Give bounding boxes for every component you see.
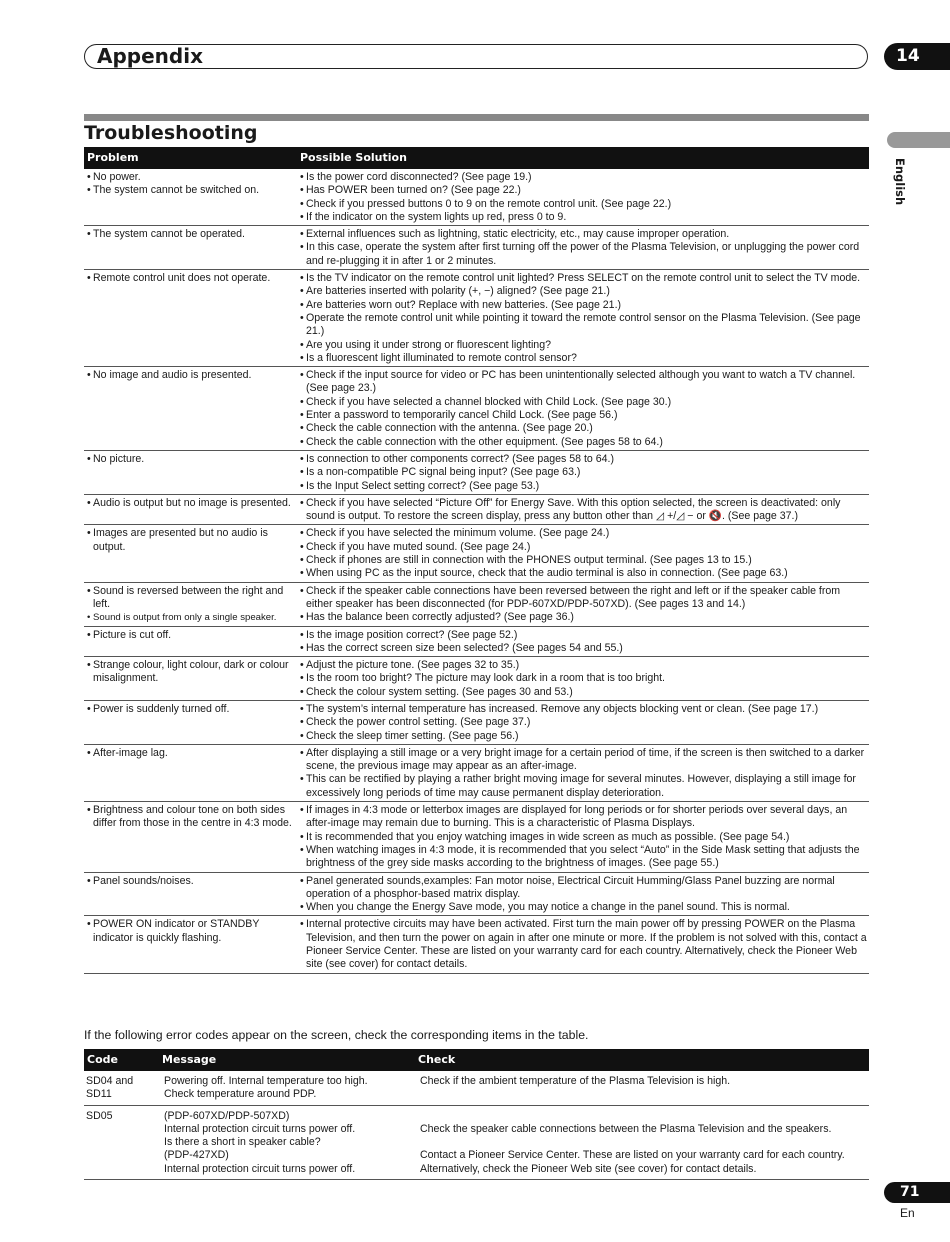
spacer bbox=[420, 1110, 869, 1123]
problem-item: • After-image lag. bbox=[84, 747, 297, 760]
solution-item: • Is the room too bright? The picture may look dark in a room that is too bright. bbox=[297, 672, 869, 685]
solution-item: • Is the power cord disconnected? (See page 19.) bbox=[297, 171, 869, 184]
solution-item: • Are batteries worn out? Replace with new batteries. (See page 21.) bbox=[297, 299, 869, 312]
problem-item: • Images are presented but no audio is output. bbox=[84, 527, 297, 554]
problem-cell bbox=[84, 171, 297, 224]
solution-cell bbox=[297, 171, 869, 224]
solution-cell bbox=[297, 804, 869, 870]
solution-cell bbox=[297, 875, 869, 915]
code-line: SD11 bbox=[86, 1088, 112, 1101]
header-message: Message bbox=[162, 1053, 217, 1066]
message-line: Powering off. Internal temperature too high. bbox=[164, 1075, 368, 1087]
table-row bbox=[84, 226, 869, 270]
solution-item: • When you change the Energy Save mode, you may notice a change in the panel sound. This is normal. bbox=[297, 901, 869, 914]
solution-item: • After displaying a still image or a very bright image for a certain period of time, if the screen is then switched to a darker scene, the previous image may appear as an after-image. bbox=[297, 747, 869, 774]
problem-item: • Audio is output but no image is presented. bbox=[84, 497, 297, 510]
solution-item: • External influences such as lightning, static electricity, etc., may cause improper operation. bbox=[297, 228, 869, 241]
solution-item: • Check the power control setting. (See page 37.) bbox=[297, 716, 869, 729]
solution-item: • If images in 4:3 mode or letterbox images are displayed for long periods or for shorter periods over several days, an after-image may remain due to burning. This is a characteristic of Plasma Displays. bbox=[297, 804, 869, 831]
solution-item: • Check if you have selected a channel blocked with Child Lock. (See page 30.) bbox=[297, 396, 869, 409]
troubleshooting-table bbox=[84, 147, 869, 974]
table-row bbox=[84, 451, 869, 495]
solution-item: • This can be rectified by playing a rather bright moving image for several minutes. However, displaying a still image for excessively long periods of time may cause permanent display deterioration. bbox=[297, 773, 869, 800]
solution-item: • When watching images in 4:3 mode, it is recommended that you select “Auto” in the Side Mask setting that adjusts the brightness of the grey side masks according to the brightness of images. (See page 55.) bbox=[297, 844, 869, 871]
check-line: Check the speaker cable connections between the Plasma Television and the speakers. bbox=[420, 1122, 832, 1135]
problem-item: • Remote control unit does not operate. bbox=[84, 272, 297, 285]
spacer bbox=[420, 1136, 869, 1149]
error-codes-intro: If the following error codes appear on the screen, check the corresponding items in the table. bbox=[84, 1028, 589, 1042]
problem-cell bbox=[84, 453, 297, 493]
table-row bbox=[84, 367, 869, 451]
solution-item: • Check the colour system setting. (See pages 30 and 53.) bbox=[297, 686, 869, 699]
solution-item: • Has the balance been correctly adjusted? (See page 36.) bbox=[297, 611, 869, 624]
problem-cell bbox=[84, 272, 297, 365]
problem-item: • Sound is output from only a single speaker. bbox=[84, 611, 297, 624]
table-row bbox=[84, 657, 869, 701]
message-cell bbox=[164, 1110, 420, 1176]
solution-item: • Has POWER been turned on? (See page 22.) bbox=[297, 184, 869, 197]
code-cell bbox=[84, 1110, 164, 1176]
problem-item: • No picture. bbox=[84, 453, 297, 466]
table-row bbox=[84, 583, 869, 627]
solution-item: • If the indicator on the system lights up red, press 0 to 9. bbox=[297, 211, 869, 224]
problem-item: • POWER ON indicator or STANDBY indicator is quickly flashing. bbox=[84, 918, 297, 945]
problem-item: • Picture is cut off. bbox=[84, 629, 297, 642]
table-row bbox=[84, 270, 869, 367]
message-line: Internal protection circuit turns power off. bbox=[164, 1122, 356, 1135]
problem-item: • No image and audio is presented. bbox=[84, 369, 297, 382]
solution-item: • Check the cable connection with the antenna. (See page 20.) bbox=[297, 422, 869, 435]
solution-cell bbox=[297, 703, 869, 743]
message-line: (PDP-607XD/PDP-507XD) bbox=[164, 1109, 290, 1122]
solution-item: • Check if you pressed buttons 0 to 9 on the remote control unit. (See page 22.) bbox=[297, 198, 869, 211]
check-cell bbox=[420, 1110, 869, 1176]
solution-item: • Is a non-compatible PC signal being input? (See page 63.) bbox=[297, 466, 869, 479]
problem-cell bbox=[84, 747, 297, 800]
problem-cell bbox=[84, 875, 297, 915]
problem-item: • Power is suddenly turned off. bbox=[84, 703, 297, 716]
solution-cell bbox=[297, 497, 869, 524]
section-title: Troubleshooting bbox=[84, 122, 258, 144]
message-line: Internal protection circuit turns power off. bbox=[164, 1162, 356, 1175]
solution-item: • Has the correct screen size been selected? (See pages 54 and 55.) bbox=[297, 642, 869, 655]
solution-cell bbox=[297, 585, 869, 625]
problem-item: • The system cannot be operated. bbox=[84, 228, 297, 241]
table-row bbox=[84, 873, 869, 917]
solution-item: • Check if the input source for video or PC has been unintentionally selected although you want to watch a TV channel. (See page 23.) bbox=[297, 369, 869, 396]
solution-item: • Check if you have selected the minimum volume. (See page 24.) bbox=[297, 527, 869, 540]
troubleshooting-rows bbox=[84, 169, 869, 974]
table-row bbox=[84, 169, 869, 226]
problem-item: • Sound is reversed between the right and left. bbox=[84, 585, 297, 612]
check-line: Check if the ambient temperature of the Plasma Television is high. bbox=[420, 1075, 731, 1087]
check-line: Contact a Pioneer Service Center. These are listed on your warranty card for each country. Alternatively, check the Pioneer Web site (see cover) for contact details. bbox=[420, 1149, 845, 1175]
solution-cell bbox=[297, 629, 869, 656]
solution-cell bbox=[297, 369, 869, 449]
problem-cell bbox=[84, 585, 297, 625]
solution-cell bbox=[297, 453, 869, 493]
solution-item: • Are batteries inserted with polarity (+, −) aligned? (See page 21.) bbox=[297, 285, 869, 298]
problem-cell bbox=[84, 228, 297, 268]
solution-cell bbox=[297, 228, 869, 268]
table-row bbox=[84, 802, 869, 872]
problem-item: • Panel sounds/noises. bbox=[84, 875, 297, 888]
table-row bbox=[84, 495, 869, 526]
problem-cell bbox=[84, 804, 297, 870]
table-row bbox=[84, 916, 869, 973]
error-code-table bbox=[84, 1049, 869, 1180]
check-cell bbox=[420, 1075, 869, 1102]
table-row bbox=[84, 1071, 869, 1106]
solution-item: • Are you using it under strong or fluorescent lighting? bbox=[297, 339, 869, 352]
header-problem: Problem bbox=[87, 151, 139, 164]
problem-item: • Brightness and colour tone on both sides differ from those in the centre in 4:3 mode. bbox=[84, 804, 297, 831]
problem-item: • Strange colour, light colour, dark or colour misalignment. bbox=[84, 659, 297, 686]
error-code-rows bbox=[84, 1071, 869, 1180]
section-rule bbox=[84, 114, 869, 121]
solution-item: • Check if phones are still in connection with the PHONES output terminal. (See pages 13 to 15.) bbox=[297, 554, 869, 567]
solution-item: • Is the image position correct? (See page 52.) bbox=[297, 629, 869, 642]
solution-item: • The system’s internal temperature has increased. Remove any objects blocking vent or clean. (See page 17.) bbox=[297, 703, 869, 716]
message-line: (PDP-427XD) bbox=[164, 1149, 229, 1162]
table-row bbox=[84, 745, 869, 802]
code-line: SD04 and bbox=[86, 1075, 134, 1087]
solution-item: • Is the TV indicator on the remote control unit lighted? Press SELECT on the remote control unit to select the TV mode. bbox=[297, 272, 869, 285]
solution-item: • Internal protective circuits may have been activated. First turn the main power off by pressing POWER on the Plasma Television, and then turn the power on again in after one minute or more. If the problem is not solved with this, contact a Pioneer Service Center. These are listed on your warranty card for each country. Alternatively, check the Pioneer Web site (see cover) for contact details. bbox=[297, 918, 869, 971]
language-code: En bbox=[900, 1206, 915, 1220]
chapter-number: 14 bbox=[884, 43, 950, 70]
table-row bbox=[84, 701, 869, 745]
problem-cell bbox=[84, 629, 297, 656]
problem-cell bbox=[84, 659, 297, 699]
page-number: 71 bbox=[884, 1182, 950, 1203]
header-check: Check bbox=[418, 1053, 456, 1066]
header-code: Code bbox=[87, 1053, 118, 1066]
message-cell bbox=[164, 1075, 420, 1102]
solution-item: • Adjust the picture tone. (See pages 32 to 35.) bbox=[297, 659, 869, 672]
chapter-header bbox=[84, 44, 868, 69]
solution-cell bbox=[297, 659, 869, 699]
solution-cell bbox=[297, 527, 869, 580]
solution-item: • Is the Input Select setting correct? (See page 53.) bbox=[297, 480, 869, 493]
message-line: Is there a short in speaker cable? bbox=[164, 1136, 321, 1149]
solution-item: • Check if you have muted sound. (See page 24.) bbox=[297, 541, 869, 554]
header-solution: Possible Solution bbox=[300, 151, 407, 164]
chapter-title: Appendix bbox=[97, 44, 203, 68]
side-tab-marker bbox=[887, 132, 950, 148]
table-row bbox=[84, 525, 869, 582]
solution-item: • Is connection to other components correct? (See pages 58 to 64.) bbox=[297, 453, 869, 466]
error-table-header bbox=[84, 1049, 869, 1071]
solution-item: • Check the cable connection with the other equipment. (See pages 58 to 64.) bbox=[297, 436, 869, 449]
solution-item: • Check if the speaker cable connections have been reversed between the right and left or if the speaker cable from either speaker has been disconnected (for PDP-607XD/PDP-507XD). (See pages 13 and 14.) bbox=[297, 585, 869, 612]
solution-item: • Operate the remote control unit while pointing it toward the remote control sensor on the Plasma Television. (See page 21.) bbox=[297, 312, 869, 339]
message-line: Check temperature around PDP. bbox=[164, 1088, 317, 1101]
code-line: SD05 bbox=[86, 1109, 113, 1122]
solution-item: • Is a fluorescent light illuminated to remote control sensor? bbox=[297, 352, 869, 365]
solution-cell bbox=[297, 272, 869, 365]
language-tab: English bbox=[893, 158, 907, 206]
solution-item: • Check the sleep timer setting. (See page 56.) bbox=[297, 730, 869, 743]
table-row bbox=[84, 627, 869, 658]
solution-item: • Enter a password to temporarily cancel Child Lock. (See page 56.) bbox=[297, 409, 869, 422]
problem-cell bbox=[84, 527, 297, 580]
solution-item: • It is recommended that you enjoy watching images in wide screen as much as possible. (See page 54.) bbox=[297, 831, 869, 844]
solution-cell bbox=[297, 747, 869, 800]
problem-cell bbox=[84, 497, 297, 524]
problem-item: • No power. bbox=[84, 171, 297, 184]
solution-cell bbox=[297, 918, 869, 971]
solution-item: • In this case, operate the system after first turning off the power of the Plasma Television, or unplugging the power cord and re-plugging it in after 1 or 2 minutes. bbox=[297, 241, 869, 268]
solution-item: • When using PC as the input source, check that the audio terminal is also in connection. (See page 63.) bbox=[297, 567, 869, 580]
problem-cell bbox=[84, 918, 297, 971]
table-header bbox=[84, 147, 869, 169]
solution-item: • Panel generated sounds,examples: Fan motor noise, Electrical Circuit Humming/Glass Panel buzzing are normal operation of a phosphor-based matrix display. bbox=[297, 875, 869, 902]
problem-item: • The system cannot be switched on. bbox=[84, 184, 297, 197]
problem-cell bbox=[84, 703, 297, 743]
table-row bbox=[84, 1106, 869, 1180]
code-cell bbox=[84, 1075, 164, 1102]
problem-cell bbox=[84, 369, 297, 449]
solution-item: • Check if you have selected “Picture Off” for Energy Save. With this option selected, the screen is deactivated: only sound is output. To restore the screen display, press any button other than ◿ +/◿ − or 🔇. (See page 37.) bbox=[297, 497, 869, 524]
